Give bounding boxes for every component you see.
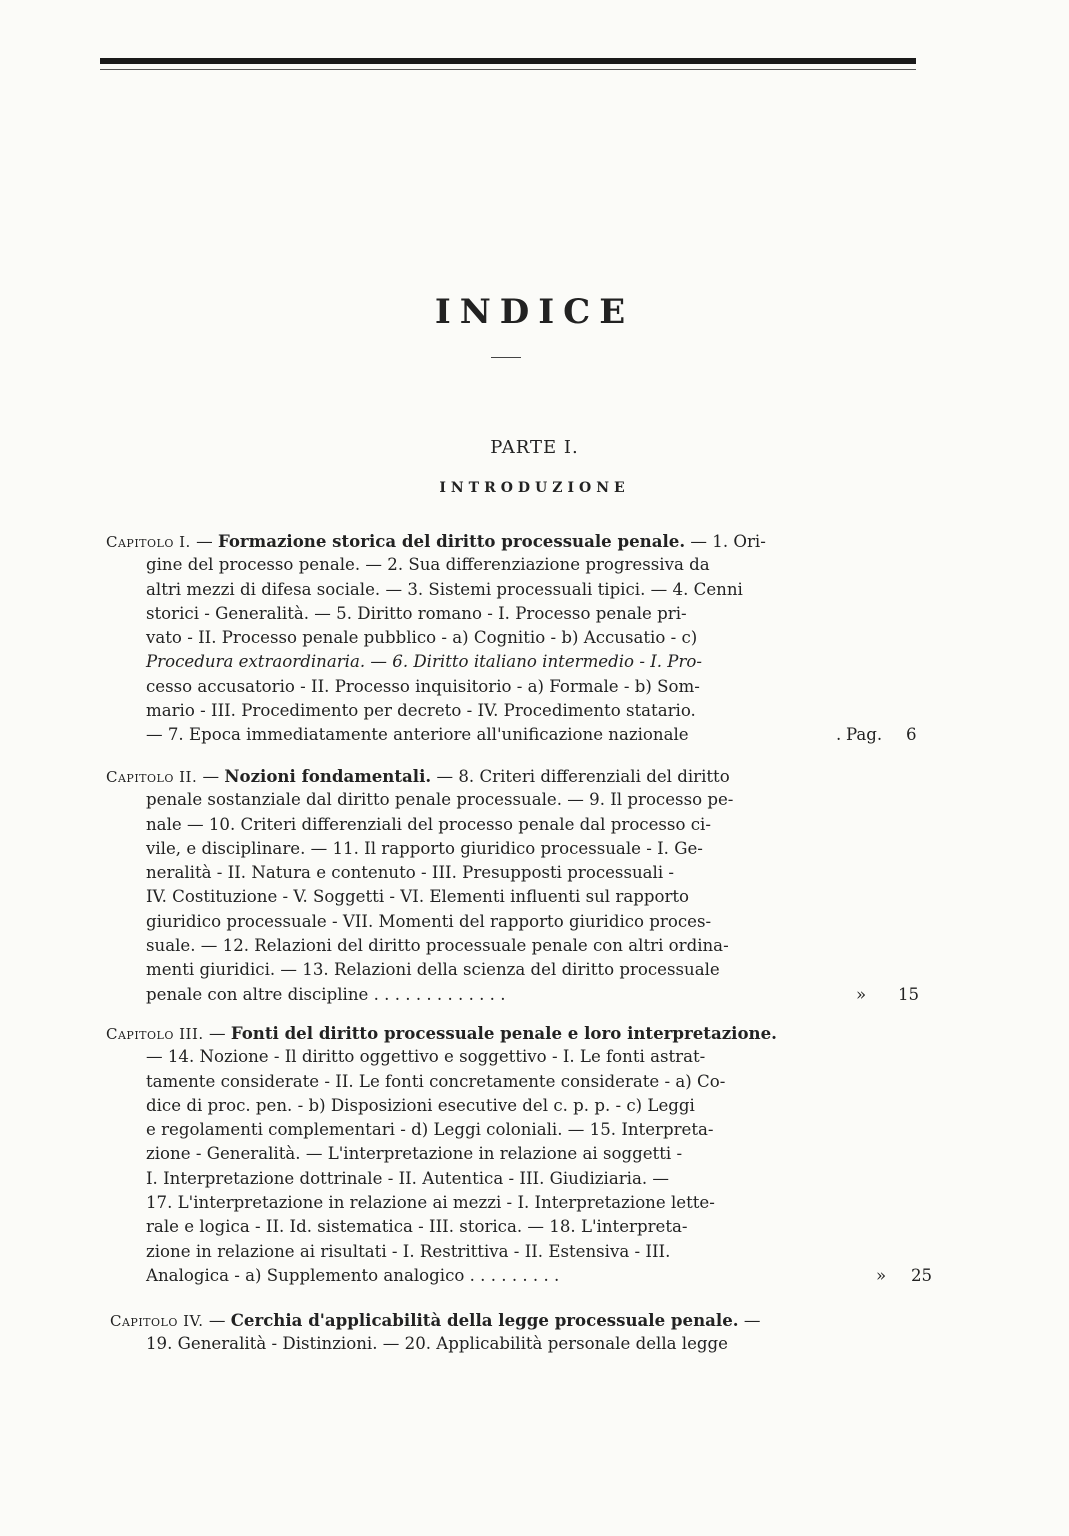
toc-line: — 14. Nozione - Il diritto oggettivo e soggettivo - I. Le fonti astrat- [146,1047,706,1067]
page-label: » [856,984,867,1004]
toc-line: vato - II. Processo penale pubblico - a) Cognitio - b) Accusatio - c) [146,628,698,648]
toc-line: Analogica - a) Supplemento analogico . . . . . . . . . » 25 [146,1264,966,1288]
toc-line: e regolamenti complementari - d) Leggi coloniali. — 15. Interpreta- [146,1120,714,1140]
top-rule [100,58,916,64]
title-divider [491,357,521,358]
toc-line: penale sostanziale dal diritto penale processuale. — 9. Il processo pe- [146,790,734,810]
toc-line: I. Interpretazione dottrinale - II. Autentica - III. Giudiziaria. — [146,1168,670,1188]
toc-line: Procedura extraordinaria. — 6. Diritto italiano intermedio - I. Pro- [146,652,702,672]
page-number: 25 [911,1265,933,1285]
toc-line: 19. Generalità - Distinzioni. — 20. Applicabilità personale della legge [146,1334,728,1354]
section-heading: INTRODUZIONE [439,480,630,496]
toc-line: zione in relazione ai risultati - I. Restrittiva - II. Estensiva - III. [146,1241,671,1261]
toc-line: nale — 10. Criteri differenziali del processo penale dal processo ci- [146,814,711,834]
toc-line: dice di proc. pen. - b) Disposizioni esecutive del c. p. p. - c) Leggi [146,1095,695,1115]
toc-line: penale con altre discipline . . . . . . . . . . . . . » 15 [146,983,966,1007]
chapter-entry-4 [110,1308,970,1357]
page-label: Pag. [846,725,883,745]
toc-line: cesso accusatorio - II. Processo inquisitorio - a) Formale - b) Som- [146,676,700,696]
toc-line: mario - III. Procedimento per decreto - IV. Procedimento statario. [146,701,696,721]
top-rule-thin [100,69,916,70]
toc-line: tamente considerate - II. Le fonti concretamente considerate - a) Co- [146,1071,726,1091]
toc-line: altri mezzi di difesa sociale. — 3. Sistemi processuali tipici. — 4. Cenni [146,579,743,599]
toc-line: neralità - II. Natura e contenuto - III. Presupposti processuali - [146,863,675,883]
page-number: 15 [898,984,920,1004]
chapter-label: Capitolo II. [106,768,198,786]
toc-line: rale e logica - II. Id. sistematica - III. storica. — 18. L'interpreta- [146,1217,688,1237]
toc-line: Capitolo IV. — Cerchia d'applicabilità della legge processuale penale. — [110,1310,761,1330]
part-heading: PARTE I. [490,437,579,458]
chapter-title: Cerchia d'applicabilità della legge processuale penale. [230,1310,739,1330]
page-number: 6 [906,725,917,745]
toc-line: giuridico processuale - VII. Momenti del rapporto giuridico proces- [146,911,712,931]
chapter-entry-1 [106,529,966,748]
toc-line: gine del processo penale. — 2. Sua differenziazione progressiva da [146,555,710,575]
page-title: INDICE [434,292,635,332]
chapter-label: Capitolo I. [106,533,191,551]
toc-line: 17. L'interpretazione in relazione ai mezzi - I. Interpretazione lette- [146,1193,715,1213]
chapter-label: Capitolo IV. [110,1312,204,1330]
toc-line: IV. Costituzione - V. Soggetti - VI. Elementi influenti sul rapporto [146,887,690,907]
chapter-label: Capitolo III. [106,1025,204,1043]
toc-line: storici - Generalità. — 5. Diritto romano - I. Processo penale pri- [146,603,687,623]
toc-line: vile, e disciplinare. — 11. Il rapporto giuridico processuale - I. Ge- [146,838,703,858]
chapter-title: Nozioni fondamentali. [224,766,432,786]
page-label: » [876,1265,887,1285]
toc-line: menti giuridici. — 13. Relazioni della scienza del diritto processuale [146,960,720,980]
chapter-entry-3 [106,1021,966,1288]
toc-line: Capitolo III. — Fonti del diritto processuale penale e loro interpretazione. [106,1023,777,1043]
toc-line: suale. — 12. Relazioni del diritto processuale penale con altri ordina- [146,936,729,956]
chapter-title: Formazione storica del diritto processuale penale. [217,531,686,551]
toc-line: Capitolo I. — Formazione storica del diritto processuale penale. — 1. Ori- [106,531,766,551]
toc-line: zione - Generalità. — L'interpretazione in relazione ai soggetti - [146,1144,683,1164]
toc-line: Capitolo II. — Nozioni fondamentali. — 8. Criteri differenziali del diritto [106,766,730,786]
chapter-entry-2 [106,764,966,1007]
chapter-title: Fonti del diritto processuale penale e loro interpretazione. [230,1023,777,1043]
toc-line: — 7. Epoca immediatamente anteriore all'unificazione nazionale . Pag. 6 [146,723,966,747]
